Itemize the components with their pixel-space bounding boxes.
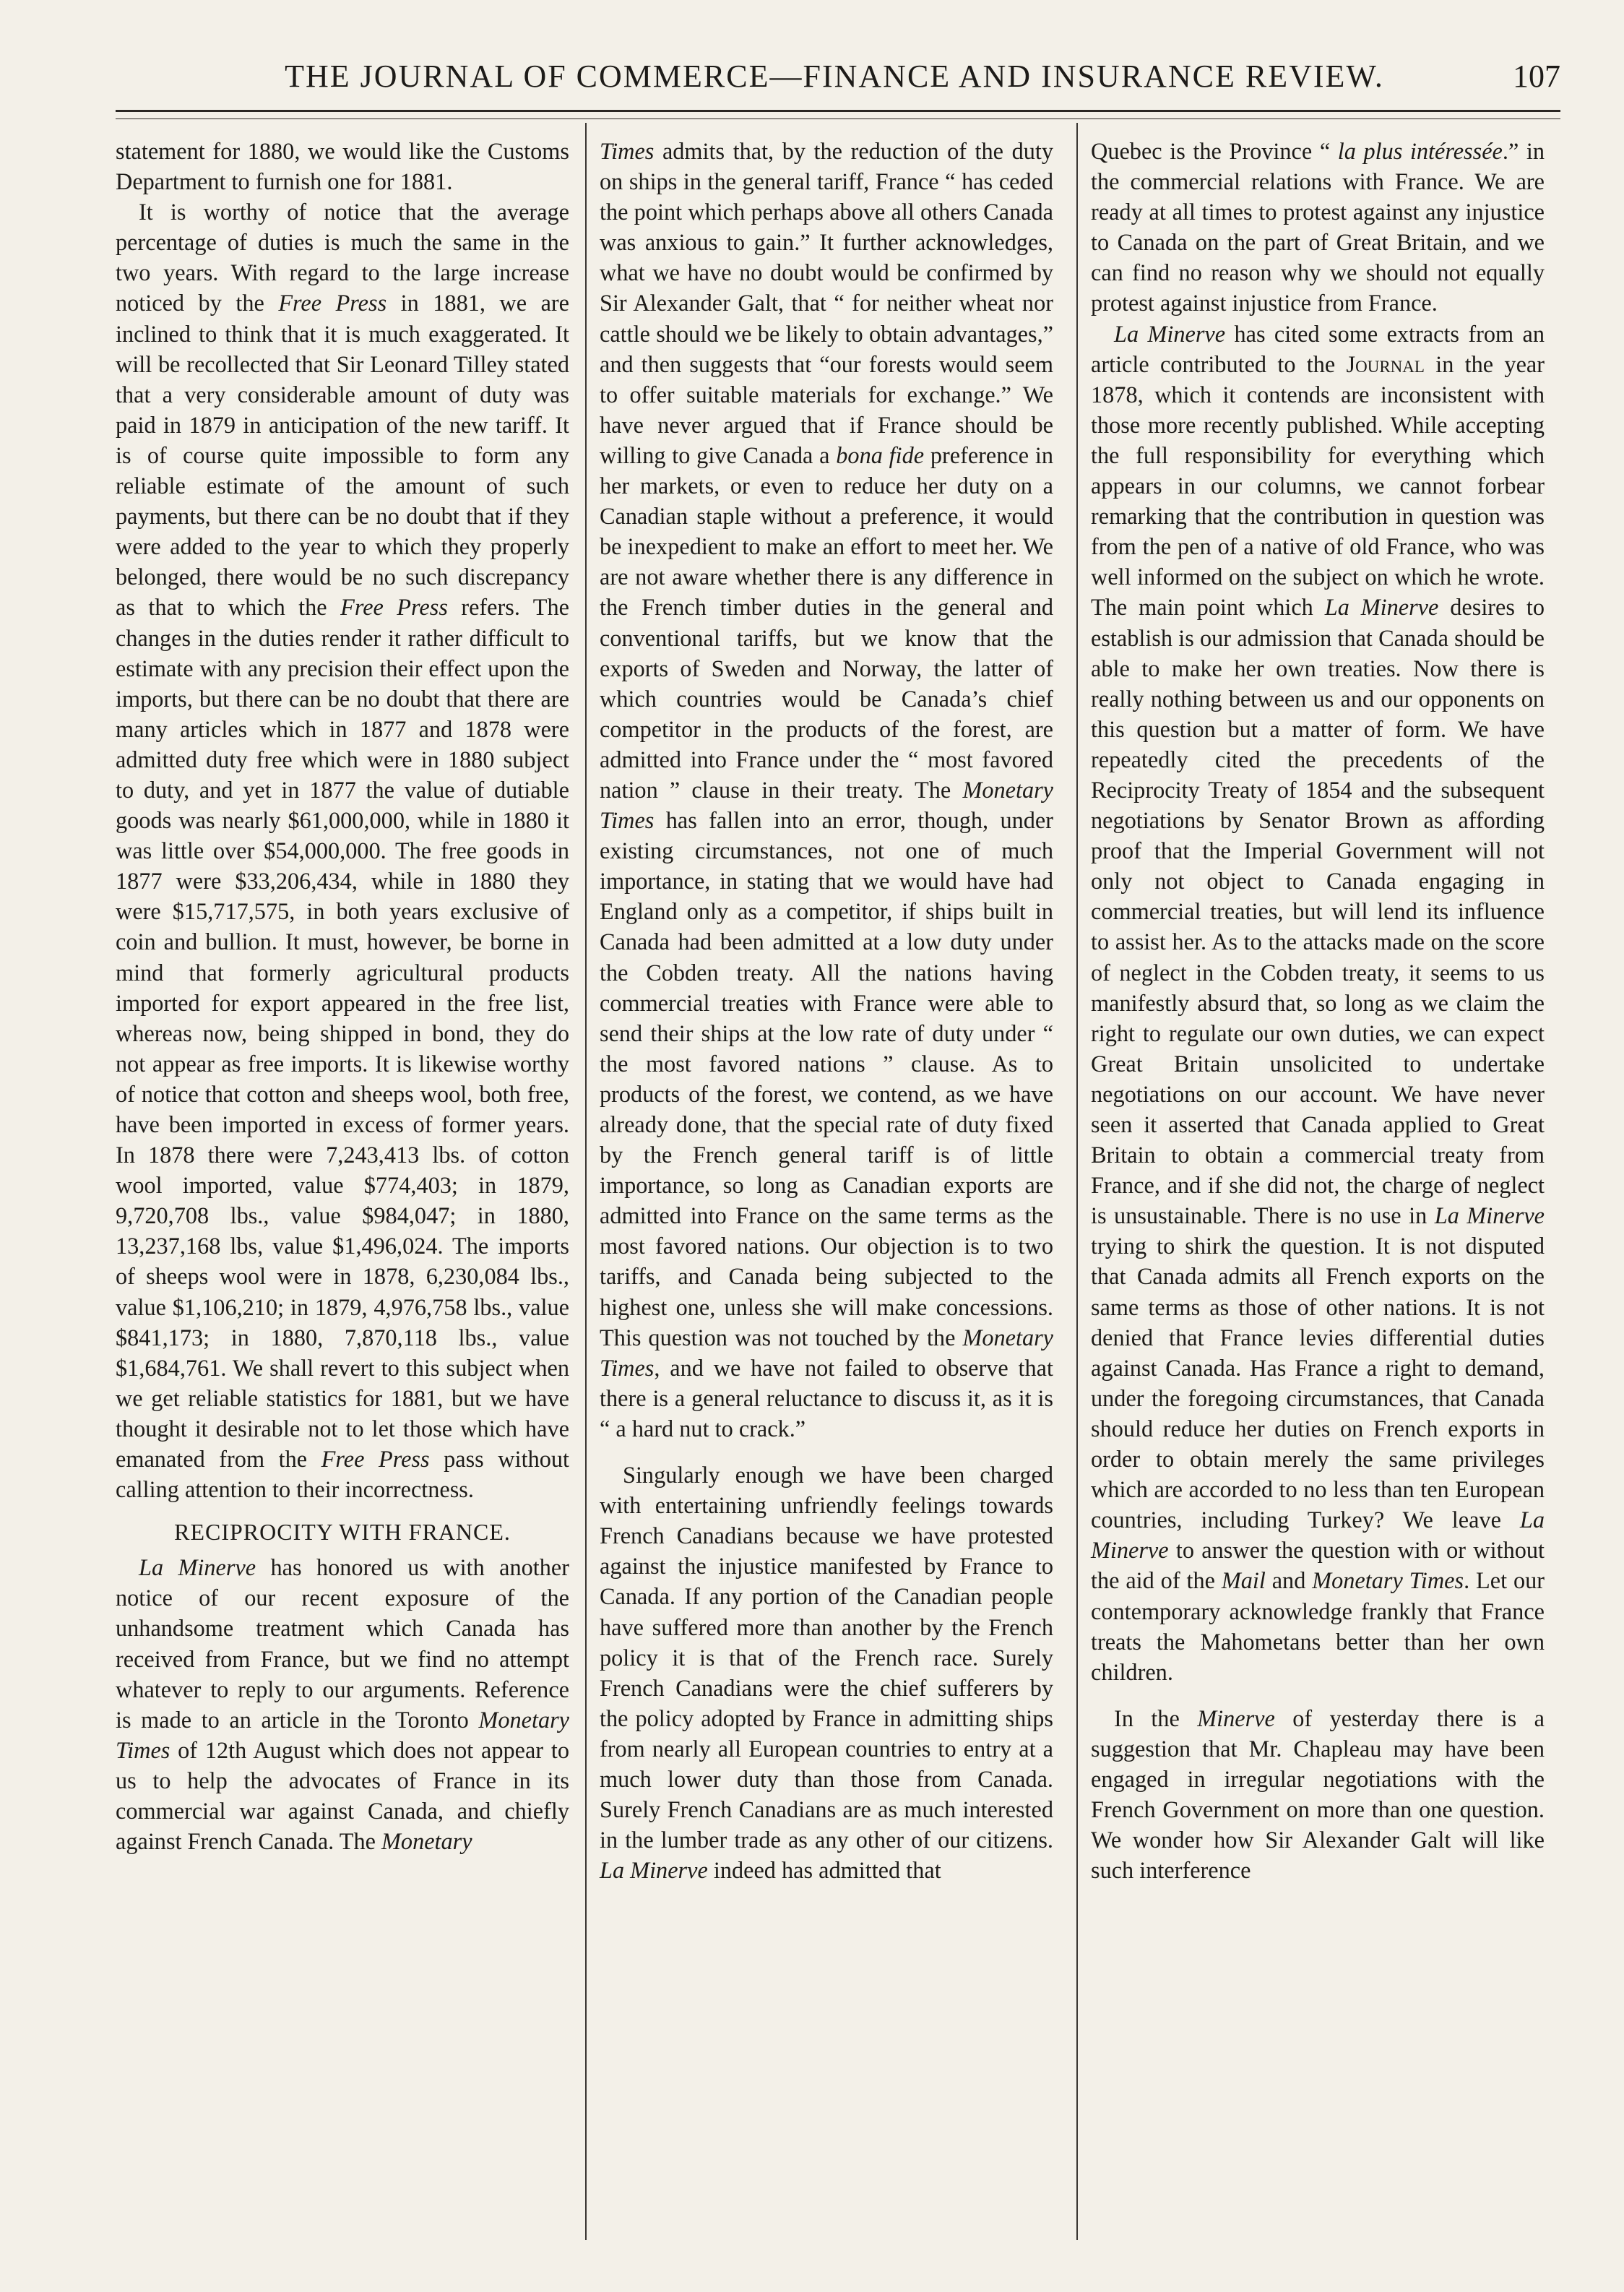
paragraph: Times admits that, by the reduction of the duty on ships in the general tariff, France “ has ceded the point which perhaps above all others Canada was anxious to gain.” It further acknowledges, what we have no doubt would be confirmed by Sir Alexander Galt, that “ for neither wheat nor cattle should we be likely to obtain advantages,” and then suggests that “our forests would seem to offer suitable materials for exchange.” We have never argued that if France should be willing to give Canada a bona fide preference in her markets, or even to reduce her duty on a Canadian staple without a preference, it would be inexpedient to make an effort to meet her. We are not aware whether there is any difference in the French timber duties in the general and conventional tariffs, but we know that the exports of Sweden and Norway, the latter of which countries would be Canada’s chief competitor in the products of the forest, are admitted into France under the “ most favored nation ” clause in their treaty. The Monetary Times has fallen into an error, though, under existing circumstances, not one of much importance, in stating that we would have had England only as a competitor, if ships built in Canada had been admitted at a low duty under the Cobden treaty. All the nations having commercial treaties with France were able to send their ships at the low rate of duty under “ the most favored nations ” clause. As to products of the forest, we contend, as we have already done, that the special rate of duty fixed by the French general tariff is of little importance, so long as Canadian exports are admitted into France on the same terms as the most favored nations. Our objection is to two tariffs, and Canada being subjected to the highest one, unless she will make concessions. This question was not touched by the Monetary Times, and we have not failed to observe that there is a general reluctance to discuss it, as it is “ a hard nut to crack.” [600,138,1053,1442]
column-divider-1 [585,123,587,2240]
column-divider-2 [1076,123,1078,2240]
page-number: 107 [1513,59,1560,94]
paragraph: In the Minerve of yesterday there is a suggestion that Mr. Chapleau may have been engaged in irregular negotiations with the French Government on more than one question. We wonder how Sir Alexander Galt will like such interference [1091,1705,1545,1884]
paragraph: statement for 1880, we would like the Customs Department to furnish one for 1881. [116,138,569,195]
paragraph: Quebec is the Province “ la plus intéressée.” in the commercial relations with France. We are ready at all times to protest against any injustice to Canada on the part of Great Britain, and we can find no reason why we should not equally protest against injustice from France. [1091,138,1545,316]
paragraph: Singularly enough we have been charged with entertaining unfriendly feelings towards French Canadians because we have protested against the injustice manifested by France to Canada. If any portion of the Canadian people have suffered more than another by the French policy it is that of the French race. Surely French Canadians were the chief sufferers by the policy adopted by France in admitting ships from nearly all European countries to entry at a much lower duty than those from Canada. Surely French Canadians are as much interested in the lumber trade as any other of our citizens. La Minerve indeed has admitted that [600,1462,1053,1884]
paragraph: La Minerve has cited some extracts from an article contributed to the Journal in the year 1878, which it contends are inconsistent with those more recently published. While accepting the full responsibility for everything which appears in our columns, we cannot forbear remarking that the contribution in question was from the pen of a native of old France, who was well informed on the subject on which he wrote. The main point which La Minerve desires to establish is our admission that Canada should be able to make her own treaties. Now there is really nothing between us and our opponents on this question but a matter of form. We have repeatedly cited the precedents of the Reciprocity Treaty of 1854 and the subsequent negotiations by Senator Brown as affording proof that the Imperial Government will not only not object to Canada engaging in commercial treaties, but will lend its influence to assist her. As to the attacks made on the score of neglect in the Cobden treaty, it seems to us manifestly absurd that, so long as we claim the right to regulate our own duties, we can expect Great Britain unsolicited to undertake negotiations on our account. We have never seen it asserted that Canada applied to Great Britain to obtain a commercial treaty from France, and if she did not, the charge of neglect is unsustainable. There is no use in La Minerve trying to shirk the question. It is not disputed that Canada admits all French exports on the same terms as those of other nations. It is not denied that France levies differential duties against Canada. Has France a right to demand, under the foregoing circumstances, that Canada should reduce her duties on French exports in order to obtain merely the same privileges which are accorded to no less than ten European countries, including Turkey? We leave La Minerve to answer the question with or without the aid of the Mail and Monetary Times. Let our contemporary acknowledge frankly that France treats the Mahometans better than her own children. [1091,320,1545,1685]
paragraph: It is worthy of notice that the average percentage of duties is much the same in the two years. With regard to the large increase noticed by the Free Press in 1881, we are inclined to think that it is much exaggerated. It will be recollected that Sir Leonard Tilley stated that a very considerable amount of duty was paid in 1879 in anticipation of the new tariff. It is of course quite impossible to form any reliable estimate of the amount of such payments, but there can be no doubt that if they were added to the year to which they properly belonged, there would be no such discrepancy as that to which the Free Press refers. The changes in the duties render it rather difficult to estimate with any precision their effect upon the imports, but there can be no doubt that there are many articles which in 1877 and 1878 were admitted duty free which were in 1880 subject to duty, and yet in 1877 the value of dutiable goods was nearly $61,000,000, while in 1880 it was little over $54,000,000. The free goods in 1877 were $33,206,434, while in 1880 they were $15,717,575, in both years exclusive of coin and bullion. It must, however, be borne in mind that formerly agricultural products imported for export appeared in the free list, whereas now, being shipped in bond, they do not appear as free imports. It is likewise worthy of notice that cotton and sheeps wool, both free, have been imported in excess of former years. In 1878 there were 7,243,413 lbs. of cotton wool imported, value $774,403; in 1879, 9,720,708 lbs., value $984,047; in 1880, 13,237,168 lbs, value $1,496,024. The imports of sheeps wool were in 1878, 6,230,084 lbs., value $1,106,210; in 1879, 4,976,758 lbs., value $841,173; in 1880, 7,870,118 lbs., value $1,684,761. We shall revert to this subject when we get reliable statistics for 1881, but we have thought it desirable not to let those which have emanated from the Free Press pass without calling attention to their incorrectness. [116,199,570,1503]
section-heading: RECIPROCITY WITH FRANCE. [174,1519,511,1546]
paragraph: La Minerve has honored us with another notice of our recent exposure of the unhandsome treatment which Canada has received from France, but we find no attempt whatever to reply to our arguments. Reference is made to an article in the Toronto Monetary Times of 12th August which does not appear to us to help the advocates of France in its commercial war against Canada, and chiefly against French Canada. The Monetary [116,1554,569,1855]
column-1 [116,136,569,1856]
page-header [108,58,1560,116]
column-2 [600,136,1053,1885]
column-3 [1091,136,1545,1885]
header-rule-thick [116,110,1560,112]
journal-title: THE JOURNAL OF COMMERCE—FINANCE AND INSURANCE REVIEW. [285,59,1384,94]
